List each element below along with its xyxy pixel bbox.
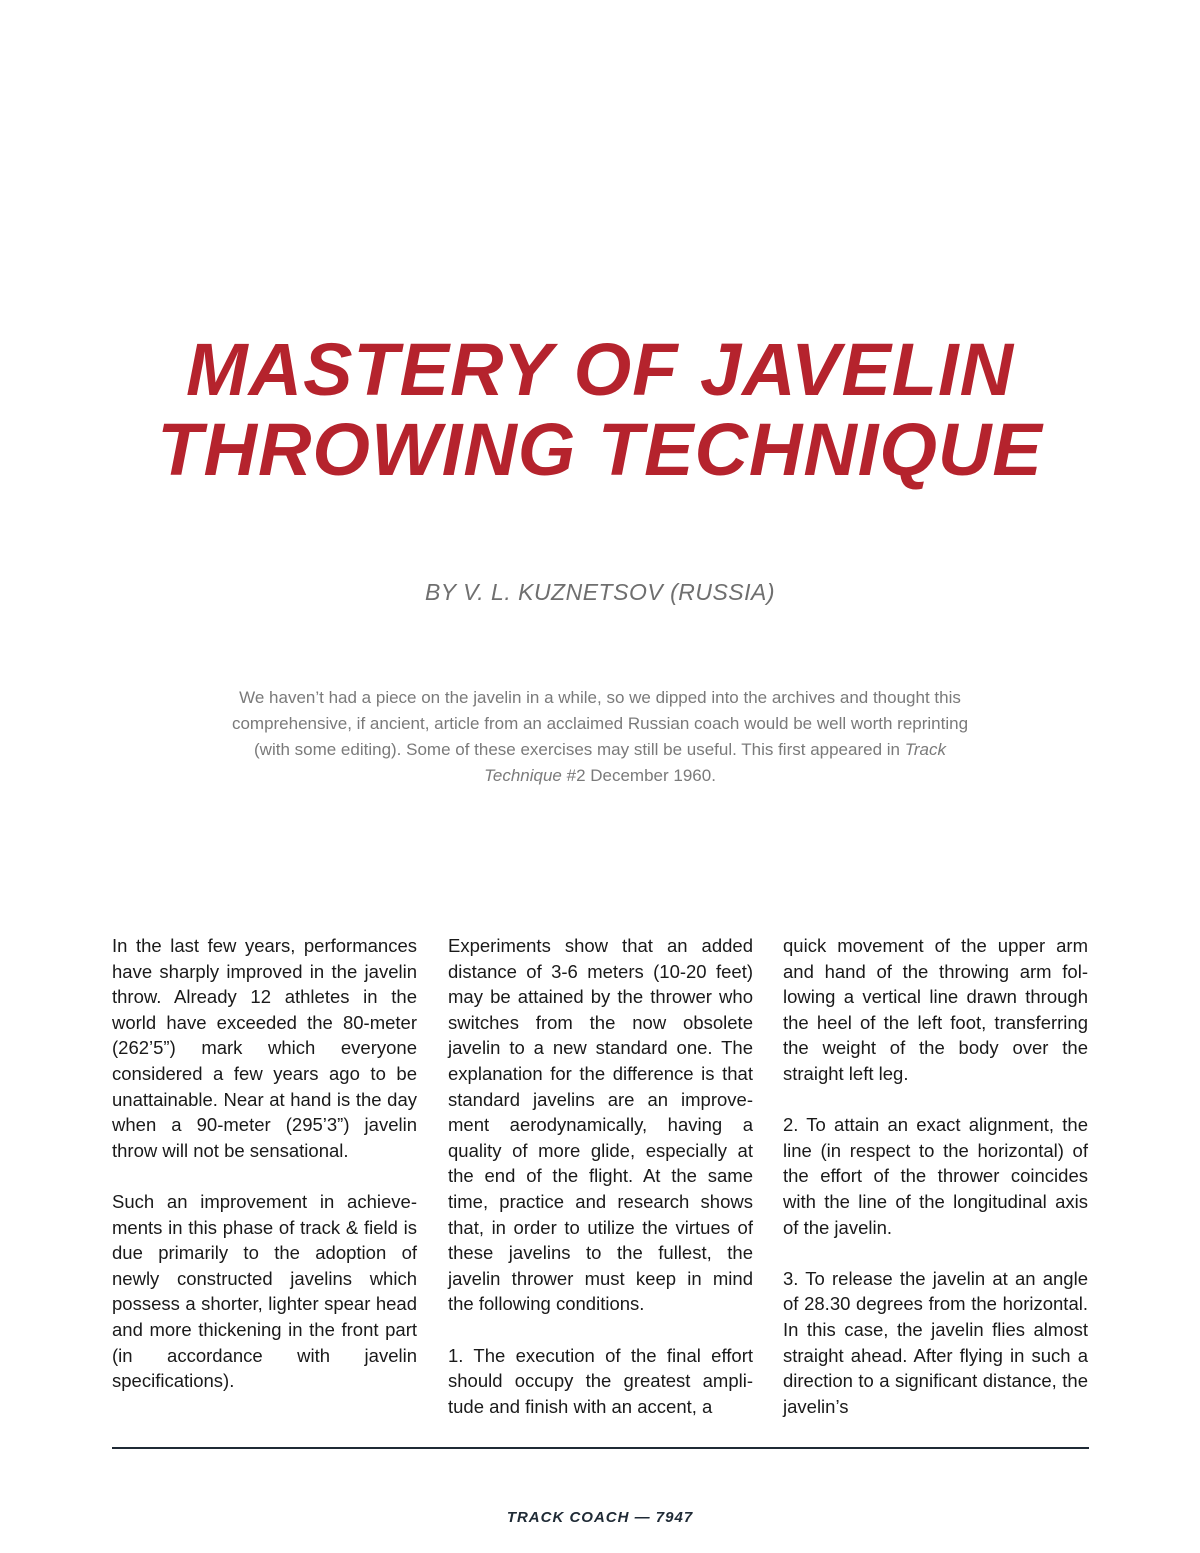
article-title-line-2: THROWING TECHNIQUE: [157, 408, 1043, 491]
article-body: [112, 933, 1089, 1423]
intro-text-end: #2 December 1960.: [561, 766, 716, 785]
body-paragraph: 1. The execution of the final effort should occupy the greatest amplitude and finish with an accent, a: [448, 1344, 753, 1417]
body-paragraph: 3. To release the javelin at an angle of 28.30 degrees from the horizontal. In this case, the javelin flies almost straight ahead. After flying in such a direction to a significant distance, the javelin’s: [783, 1267, 1088, 1417]
intro-publication-title: Track Technique: [484, 740, 946, 785]
body-paragraph: Such an improvement in achievements in this phase of track & field is due primarily to the adoption of newly constructed javelins which possess a shorter, lighter spear head and more thickening in the front part (in accordance with javelin specifications).: [112, 1190, 417, 1392]
body-column-3: [783, 933, 1088, 1419]
intro-paragraph: [225, 685, 975, 789]
body-column-2: [448, 933, 753, 1419]
article-title-line-1: MASTERY OF JAVELIN: [185, 328, 1015, 411]
footer-divider: [112, 1447, 1089, 1449]
intro-text-start: We haven’t had a piece on the javelin in a while, so we dipped into the archives and thought this comprehensive, if ancient, article from an acclaimed Russian coach would be well worth reprinting (with some editing). Some of these exercises may still be useful. This first appeared in: [231, 688, 969, 759]
page-footer: TRACK COACH — 7947: [506, 1509, 694, 1526]
body-paragraph: In the last few years, performances have sharply improved in the javelin throw. Already 12 athletes in the world have exceeded the 80-meter (262’5”) mark which everyone considered a few years ago to be unattainable. Near at hand is the day when a 90-meter (295’3”) javelin throw will not be sensational.: [112, 935, 417, 1161]
body-column-1: [112, 933, 417, 1394]
body-paragraph: Experiments show that an added distance of 3-6 meters (10-20 feet) may be attained by the thrower who switches from the now obsolete javelin to a new standard one. The explanation for the difference is that standard javelins are an improvement aerodynamically, having a quality of more glide, especially at the end of the flight. At the same time, practice and research shows that, in order to utilize the virtues of these javelins to the fullest, the javelin thrower must keep in mind the following conditions.: [448, 935, 753, 1315]
author-byline: BY V. L. KUZNETSOV (RUSSIA): [424, 579, 776, 605]
body-paragraph: quick movement of the upper arm and hand of the throwing arm following a vertical line drawn through the heel of the left foot, transferring the weight of the body over the straight left leg.: [783, 935, 1088, 1084]
article-title: [0, 330, 1200, 490]
body-paragraph: 2. To attain an exact alignment, the line (in respect to the horizontal) of the effort of the thrower coincides with the line of the longitudinal axis of the javelin.: [783, 1114, 1088, 1238]
